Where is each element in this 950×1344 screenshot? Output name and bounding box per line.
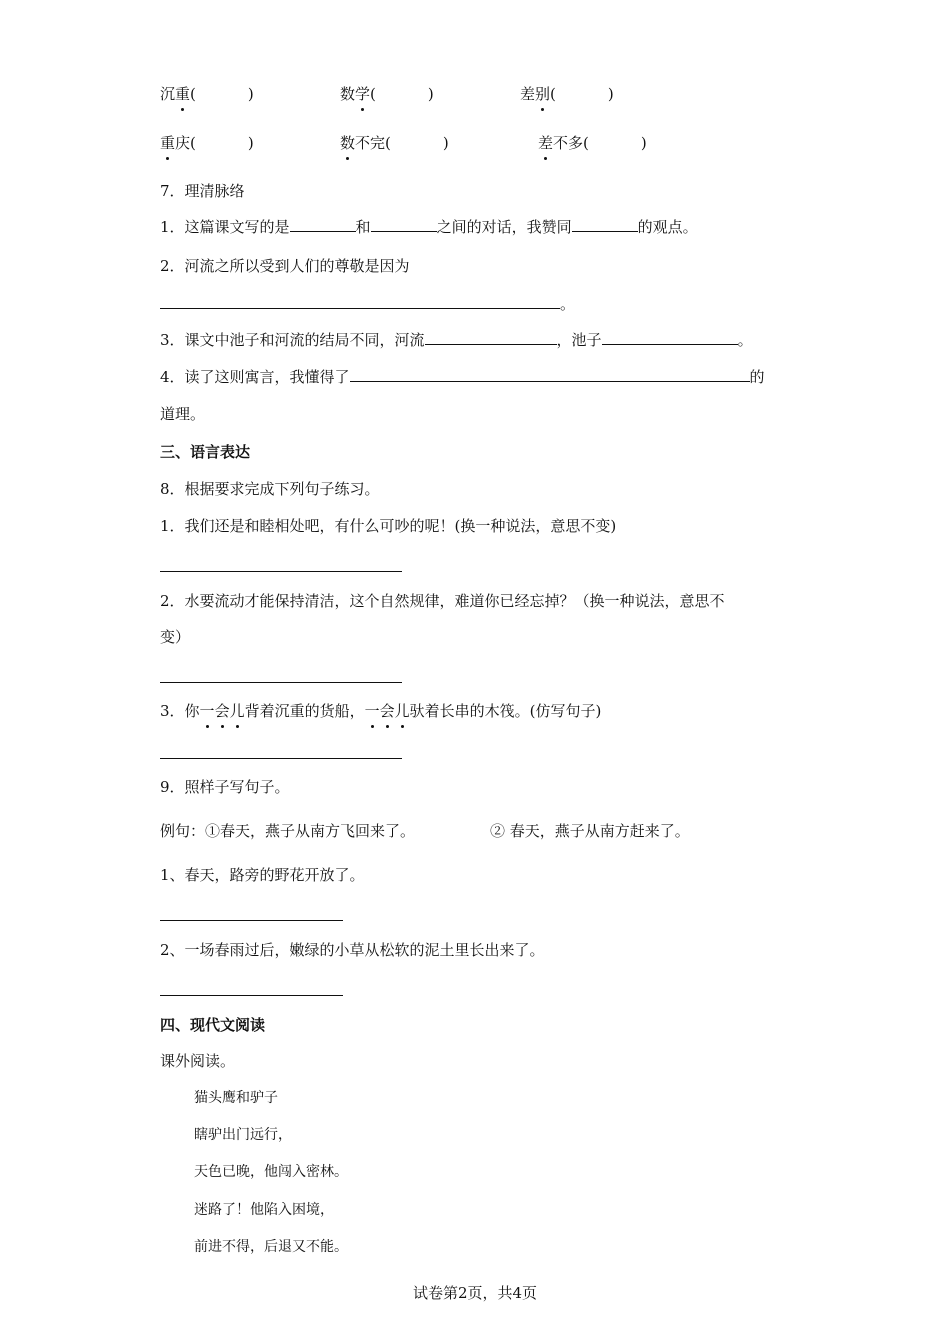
- word-item-3: 差别( ): [520, 85, 614, 103]
- answer-line[interactable]: [160, 995, 343, 996]
- dotted-char: 重: [160, 134, 176, 152]
- word-item-1: 沉重( ): [160, 85, 254, 103]
- answer-line[interactable]: [160, 682, 402, 683]
- dotted-char: 差: [538, 134, 554, 152]
- q7-item-2: 2．河流之所以受到人们的尊敬是因为: [160, 257, 410, 275]
- answer-blank[interactable]: [371, 216, 437, 232]
- dotted-char: 会: [379, 702, 395, 720]
- poem-line: 天色已晚，他闯入密林。: [194, 1164, 348, 1180]
- section-heading: 四、现代文阅读: [160, 1016, 266, 1034]
- q9-item-1: 1、春天，路旁的野花开放了。: [160, 866, 365, 884]
- q7-item-3: 3．课文中池子和河流的结局不同，河流 ，池子 。: [160, 331, 753, 349]
- poem-line: 前进不得，后退又不能。: [194, 1239, 348, 1255]
- dotted-char: 重: [175, 85, 191, 103]
- dotted-char: 儿: [229, 702, 245, 720]
- poem-line: 迷路了！他陷入困境，: [194, 1202, 334, 1218]
- section-heading: 三、语言表达: [160, 443, 251, 461]
- dotted-char: 会: [214, 702, 230, 720]
- q8-title: 8．根据要求完成下列句子练习。: [160, 480, 380, 498]
- answer-blank[interactable]: [425, 329, 557, 345]
- poem-line: 瞎驴出门远行，: [194, 1127, 292, 1143]
- word-item-4: 重庆( ): [160, 134, 254, 152]
- q9-title: 9．照样子写句子。: [160, 778, 290, 796]
- poem-title: 猫头鹰和驴子: [194, 1090, 278, 1106]
- q9-item-2: 2、一场春雨过后，嫩绿的小草从松软的泥土里长出来了。: [160, 941, 545, 959]
- dotted-char: 一: [364, 702, 380, 720]
- q9-example-2: ② 春天，燕子从南方赶来了。: [490, 822, 690, 840]
- q8-item-1: 1．我们还是和睦相处吧，有什么可吵的呢！(换一种说法，意思不变): [160, 517, 617, 535]
- q8-item-2-cont: 变）: [160, 628, 191, 646]
- answer-blank[interactable]: [572, 216, 638, 232]
- q8-item-3: 3．你一会儿背着沉重的货船，一会儿驮着长串的木筏。(仿写句子): [160, 702, 602, 720]
- answer-line[interactable]: [160, 920, 343, 921]
- dotted-char: 别: [535, 85, 551, 103]
- word-item-6: 差不多( ): [538, 134, 647, 152]
- q7-item-1: 1．这篇课文写的是 和 之间的对话，我赞同 的观点。: [160, 218, 698, 236]
- answer-blank[interactable]: [602, 329, 738, 345]
- dotted-char: 数: [340, 134, 356, 152]
- answer-blank[interactable]: [290, 216, 356, 232]
- answer-line[interactable]: [160, 571, 402, 572]
- answer-blank[interactable]: [350, 366, 750, 382]
- answer-blank[interactable]: [160, 293, 560, 309]
- q8-item-2: 2．水要流动才能保持清洁，这个自然规律，难道你已经忘掉？（换一种说法，意思不: [160, 592, 725, 610]
- answer-line[interactable]: [160, 758, 402, 759]
- q7-item-4-cont: 道理。: [160, 405, 206, 423]
- q7-title: 7．理清脉络: [160, 182, 245, 200]
- dotted-char: 一: [199, 702, 215, 720]
- word-item-5: 数不完( ): [340, 134, 449, 152]
- q7-item-2-answer: 。: [160, 293, 575, 315]
- page-footer: 试卷第2页，共4页: [412, 1284, 538, 1302]
- q9-example-1: 例句：①春天，燕子从南方飞回来了。: [160, 822, 416, 840]
- word-item-2: 数学( ): [340, 85, 434, 103]
- reading-intro: 课外阅读。: [160, 1052, 236, 1070]
- q7-item-4: 4．读了这则寓言，我懂得了 的: [160, 368, 765, 386]
- dotted-char: 学: [355, 85, 371, 103]
- dotted-char: 儿: [394, 702, 410, 720]
